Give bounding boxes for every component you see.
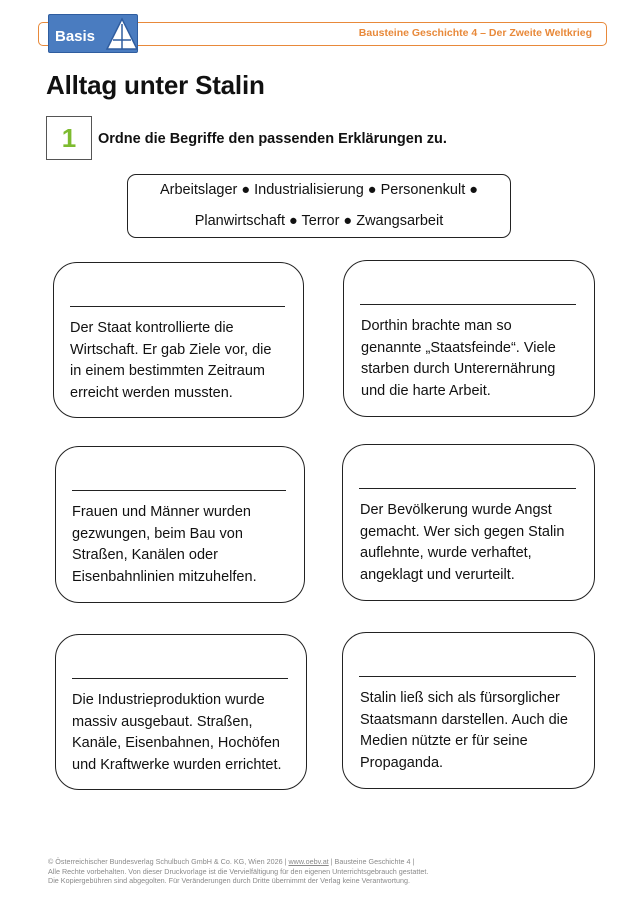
- definition-text: [70, 318, 291, 404]
- definition-line: Dorthin brachte man so: [361, 318, 512, 334]
- definition-line: Eisenbahnlinien mitzuhelfen.: [72, 568, 257, 585]
- definition-line: gezwungen, beim Bau von: [72, 525, 243, 542]
- definition-line: Medien nützte er für seine: [360, 733, 528, 749]
- header-title: Bausteine Geschichte 4 – Der Zweite Weltkrieg: [358, 27, 592, 39]
- definition-card-1: [53, 262, 304, 418]
- answer-line[interactable]: [359, 488, 576, 489]
- term-box: [127, 174, 511, 238]
- definition-line: auflehnte, wurde verhaftet,: [360, 545, 532, 561]
- definition-line: in einem bestimmten Zeitraum: [70, 363, 266, 379]
- definition-line: Frauen und Männer wurden: [72, 504, 251, 520]
- footer: [48, 857, 428, 886]
- logo-text: Basis: [55, 28, 96, 45]
- answer-line[interactable]: [360, 304, 576, 305]
- basis-logo: [48, 14, 138, 53]
- definition-card-5: [55, 634, 307, 790]
- definition-text: [72, 690, 294, 776]
- task-number: 1: [46, 116, 92, 160]
- page-title: Alltag unter Stalin: [46, 70, 265, 100]
- definition-line: erreicht werden mussten.: [70, 384, 233, 401]
- definition-line: starben durch Unterernährung: [361, 361, 556, 377]
- task-instruction: Ordne die Begriffe den passenden Erklärungen zu.: [98, 131, 447, 147]
- term-line-2: Planwirtschaft ● Terror ● Zwangsarbeit: [194, 213, 444, 229]
- footer-line-3: Die Kopiergebühren sind abgegolten. Für Veränderungen durch Dritte übernimmt der Verlag keine Verantwortung.: [48, 876, 410, 885]
- definition-line: Der Bevölkerung wurde Angst: [360, 502, 552, 518]
- definition-line: genannte „Staatsfeinde“. Viele: [361, 339, 556, 356]
- definition-line: und Kraftwerke wurden errichtet.: [72, 756, 282, 773]
- definition-line: und die harte Arbeit.: [361, 382, 491, 399]
- definition-card-2: [343, 260, 595, 417]
- term-line-1: Arbeitslager ● Industrialisierung ● Personenkult ●: [159, 182, 479, 198]
- footer-line-1: [48, 857, 428, 867]
- definition-text: [361, 316, 582, 402]
- definition-text: [360, 500, 582, 586]
- definition-line: massiv ausgebaut. Straßen,: [72, 713, 253, 730]
- footer-copyright: © Österreichischer Bundesverlag Schulbuch GmbH & Co. KG, Wien 2026 |: [48, 857, 289, 866]
- definition-text: [72, 502, 292, 588]
- footer-website-link[interactable]: www.oebv.at: [288, 857, 329, 866]
- definition-card-4: [342, 444, 595, 601]
- definition-line: Stalin ließ sich als fürsorglicher: [360, 690, 560, 706]
- answer-line[interactable]: [70, 306, 285, 307]
- definition-line: Die Industrieproduktion wurde: [72, 692, 265, 708]
- answer-line[interactable]: [359, 676, 576, 677]
- definition-line: angeklagt und verurteilt.: [360, 566, 515, 583]
- definition-line: Staatsmann darstellen. Auch die: [360, 711, 568, 728]
- answer-line[interactable]: [72, 678, 288, 679]
- definition-line: gemacht. Wer sich gegen Stalin: [360, 523, 565, 540]
- definition-line: Der Staat kontrollierte die: [70, 320, 234, 336]
- definition-line: Straßen, Kanälen oder: [72, 547, 218, 563]
- definition-card-6: [342, 632, 595, 789]
- answer-line[interactable]: [72, 490, 286, 491]
- definition-card-3: [55, 446, 305, 603]
- definition-text: [360, 688, 582, 774]
- definition-line: Propaganda.: [360, 754, 444, 771]
- footer-line-2: Alle Rechte vorbehalten. Von dieser Druckvorlage ist die Vervielfältigung für den eigenen Unterrichtsgebrauch gestattet.: [48, 866, 429, 876]
- footer-series: | Bausteine Geschichte 4 |: [328, 857, 415, 866]
- definition-line: Wirtschaft. Er gab Ziele vor, die: [70, 341, 272, 358]
- definition-line: Kanäle, Eisenbahnen, Hochöfen: [72, 735, 280, 751]
- triangle-logo-icon: [105, 16, 139, 53]
